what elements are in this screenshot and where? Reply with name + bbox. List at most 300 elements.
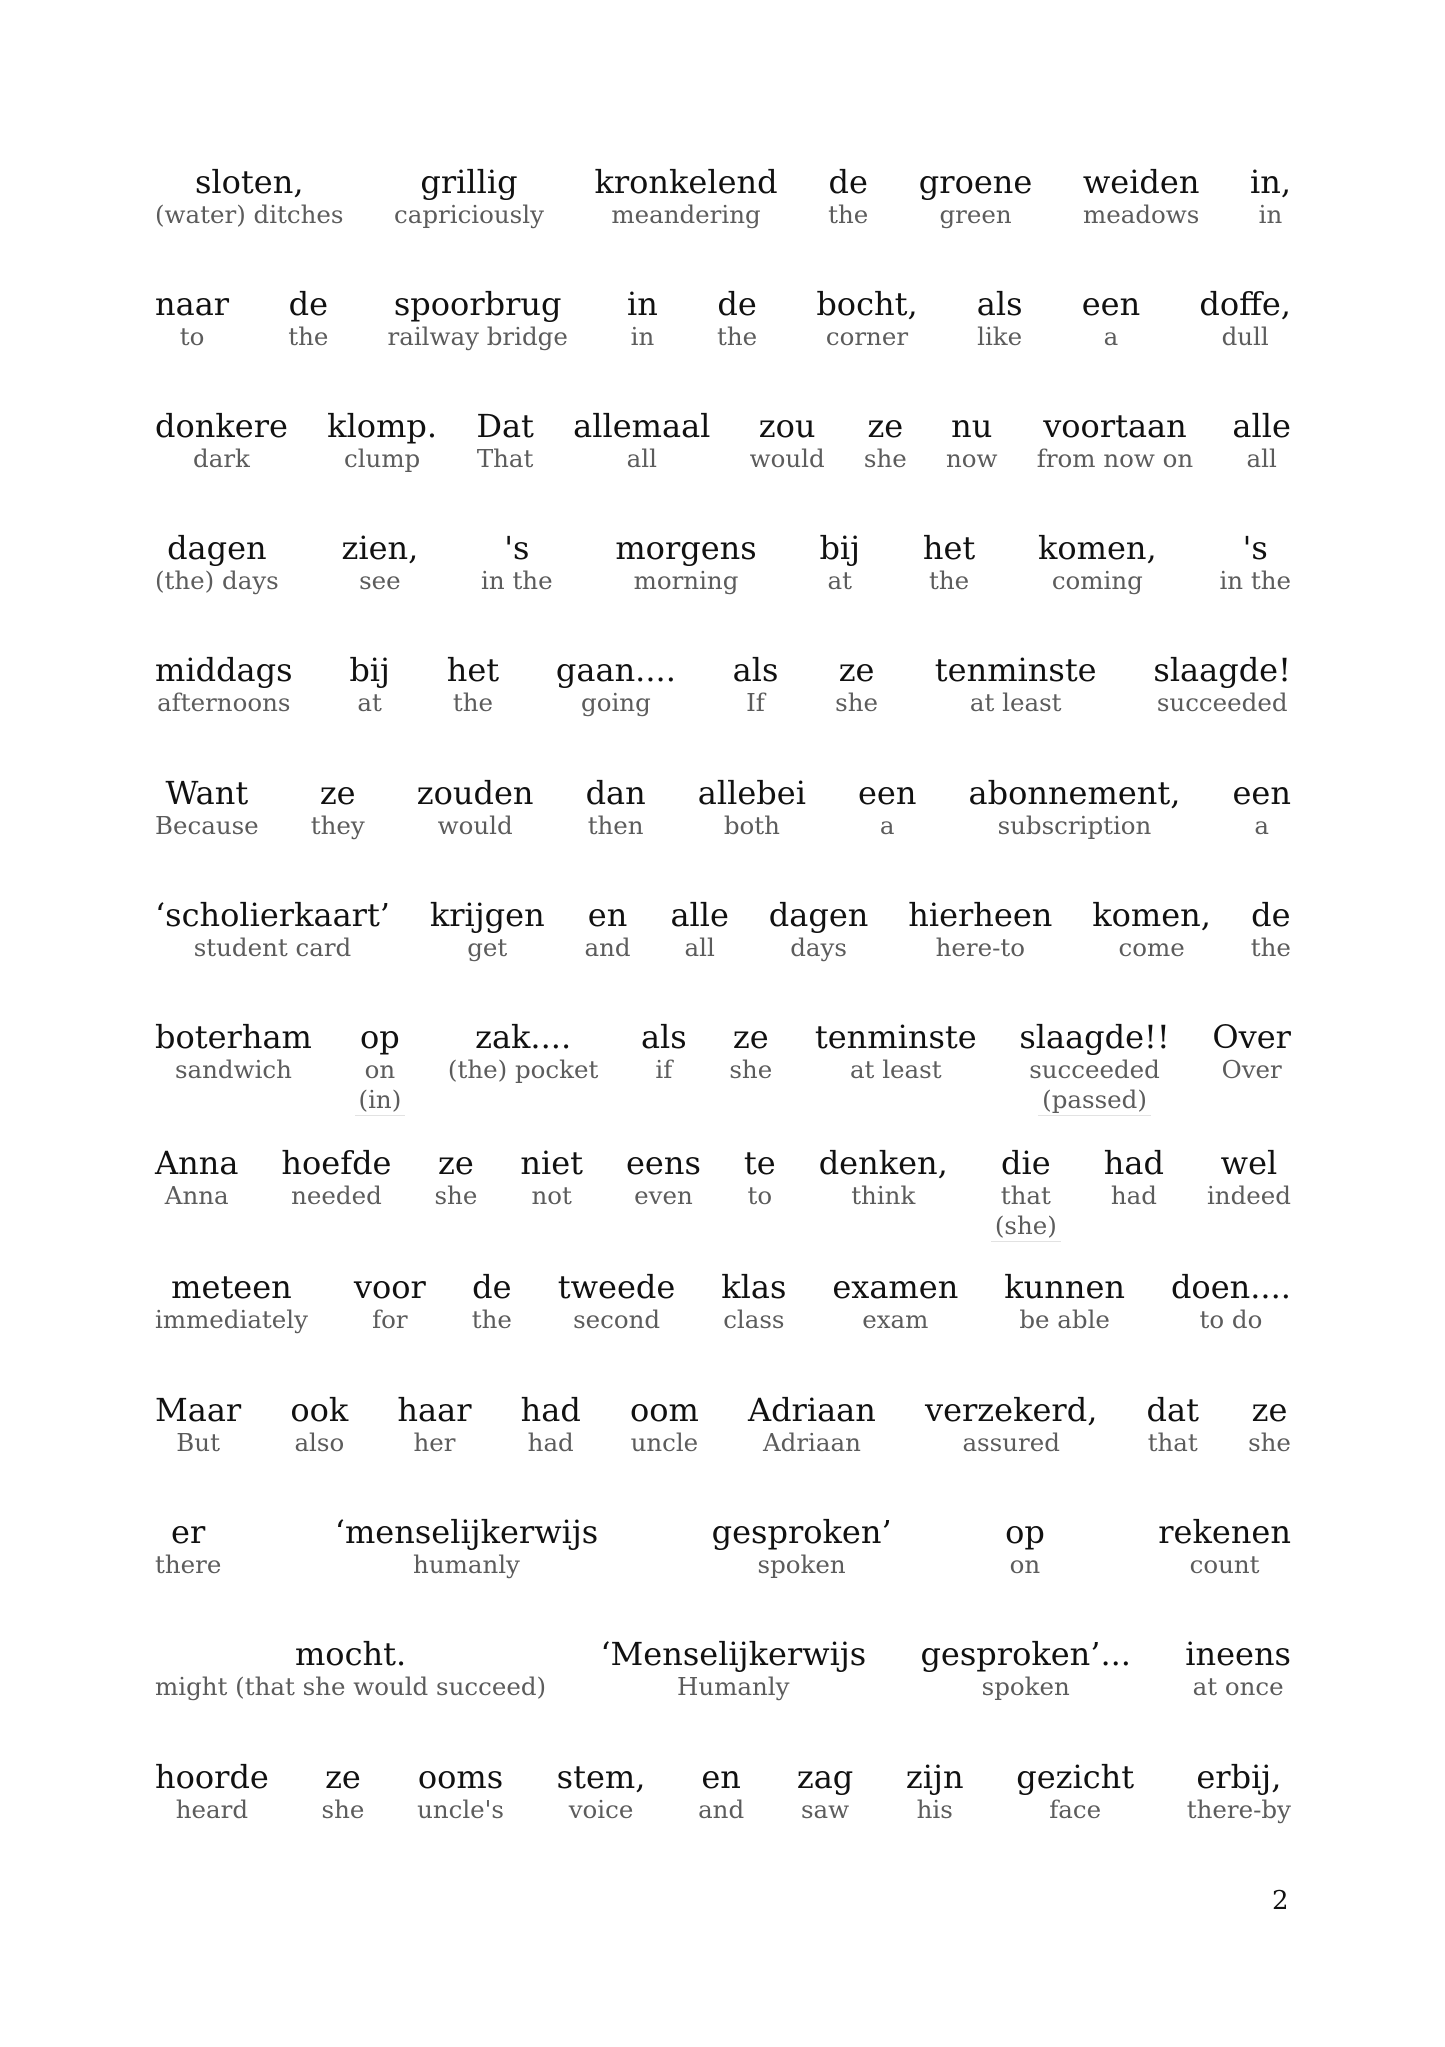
interlinear-line — [155, 164, 1291, 230]
english-gloss: (water) ditches — [155, 200, 344, 229]
word-pair — [155, 286, 229, 352]
english-gloss: the — [471, 1305, 512, 1334]
word-pair — [828, 164, 868, 230]
word-pair — [858, 775, 916, 841]
dutch-word: krijgen — [429, 896, 545, 934]
word-pair — [615, 530, 756, 596]
word-pair — [448, 1019, 598, 1085]
english-gloss: the — [1250, 933, 1291, 962]
word-pair — [908, 897, 1052, 963]
word-pair — [920, 1636, 1131, 1702]
word-pair — [1092, 897, 1211, 963]
dutch-word: dagen — [167, 529, 267, 567]
english-gloss: in the — [1219, 566, 1291, 595]
word-pair — [288, 286, 328, 352]
english-gloss: a — [879, 811, 895, 840]
english-gloss: student card — [193, 933, 352, 962]
word-pair — [626, 1145, 701, 1211]
english-gloss: there-by — [1186, 1795, 1291, 1824]
dutch-word: meteen — [171, 1268, 292, 1306]
english-gloss: had — [527, 1428, 574, 1457]
dutch-word: de — [828, 163, 868, 201]
english-gloss: Humanly — [677, 1672, 790, 1701]
english-gloss: be able — [1019, 1305, 1110, 1334]
dutch-word: en — [701, 1758, 741, 1796]
english-gloss: coming — [1051, 566, 1143, 595]
dutch-word: voortaan — [1043, 407, 1187, 445]
word-pair — [819, 1145, 948, 1211]
dutch-word: denken, — [818, 1144, 948, 1182]
dutch-word: een — [857, 774, 917, 812]
word-pair — [969, 775, 1181, 841]
word-pair — [1232, 775, 1290, 841]
english-gloss: she — [321, 1795, 365, 1824]
english-gloss: his — [916, 1795, 953, 1824]
dutch-word: tenminste — [934, 651, 1097, 689]
word-pair — [1037, 408, 1193, 474]
dutch-word: zien, — [341, 529, 419, 567]
word-pair — [521, 1392, 581, 1458]
word-pair — [349, 652, 390, 718]
english-gloss: might (that she would succeed) — [155, 1672, 547, 1701]
word-pair — [1153, 652, 1291, 718]
english-gloss-secondary: (passed) — [1038, 1085, 1151, 1116]
english-gloss: see — [359, 566, 401, 595]
interlinear-line — [155, 775, 1291, 841]
word-pair — [1219, 530, 1291, 596]
dutch-word: oom — [629, 1391, 699, 1429]
dutch-word: de — [1251, 896, 1291, 934]
word-pair — [1187, 1759, 1291, 1825]
dutch-word: middags — [155, 651, 293, 689]
dutch-word: dat — [1146, 1391, 1199, 1429]
word-pair — [322, 1759, 365, 1825]
english-gloss: she — [729, 1055, 773, 1084]
word-pair — [434, 1145, 477, 1211]
dutch-word: Maar — [155, 1391, 242, 1429]
english-gloss: even — [634, 1181, 693, 1210]
word-pair — [476, 408, 534, 474]
english-gloss: they — [310, 811, 365, 840]
english-gloss: if — [655, 1055, 673, 1084]
dutch-word: op — [1005, 1513, 1045, 1551]
word-pair — [630, 1392, 699, 1458]
english-gloss: get — [467, 933, 508, 962]
dutch-word: 's — [1242, 529, 1268, 567]
dutch-word: ineens — [1185, 1635, 1291, 1673]
dutch-word: ze — [1251, 1391, 1288, 1429]
word-pair — [520, 1145, 583, 1211]
english-gloss: to — [179, 322, 205, 351]
word-pair — [397, 1392, 471, 1458]
dutch-word: ze — [438, 1144, 474, 1182]
dutch-word: op — [360, 1018, 400, 1056]
word-pair — [1005, 1514, 1045, 1580]
english-gloss: on — [364, 1055, 396, 1084]
word-pair — [797, 1759, 853, 1825]
word-pair — [864, 408, 907, 474]
english-gloss: at — [827, 566, 852, 595]
english-gloss: green — [939, 200, 1012, 229]
dutch-word: mocht. — [294, 1635, 407, 1673]
word-pair — [155, 1514, 221, 1580]
word-pair — [946, 408, 998, 474]
word-pair — [698, 775, 806, 841]
word-pair — [281, 1145, 391, 1211]
page-number: 2 — [1272, 1886, 1289, 1916]
word-pair — [923, 530, 975, 596]
english-gloss: all — [626, 444, 657, 473]
word-pair — [832, 1269, 958, 1335]
dutch-word: ze — [319, 774, 356, 812]
english-gloss: at least — [849, 1055, 942, 1084]
dutch-word: kronkelend — [594, 163, 778, 201]
dutch-word: slaagde! — [1153, 651, 1291, 689]
word-pair — [1082, 286, 1140, 352]
dutch-word: het — [446, 651, 500, 689]
english-gloss: at once — [1192, 1672, 1284, 1701]
dutch-word: Dat — [476, 407, 534, 445]
dutch-word: eens — [625, 1144, 701, 1182]
dutch-word: had — [1103, 1144, 1164, 1182]
english-gloss: she — [863, 444, 907, 473]
dutch-word: bij — [349, 651, 390, 689]
word-pair — [155, 1759, 269, 1825]
word-pair — [641, 1019, 687, 1085]
english-gloss: morning — [633, 566, 739, 595]
dutch-word: gaan.... — [555, 651, 676, 689]
dutch-word: examen — [832, 1268, 959, 1306]
word-pair — [1232, 408, 1290, 474]
dutch-word: Want — [165, 774, 249, 812]
english-gloss: and — [698, 1795, 745, 1824]
word-pair — [1004, 1269, 1125, 1335]
english-gloss: the — [288, 322, 329, 351]
word-pair — [769, 897, 869, 963]
dutch-word: Over — [1212, 1018, 1291, 1056]
english-gloss: a — [1254, 811, 1269, 840]
dutch-word: de — [717, 285, 757, 323]
english-gloss: uncle — [630, 1428, 699, 1457]
word-pair — [557, 1759, 646, 1825]
dutch-word: komen, — [1037, 529, 1157, 567]
english-gloss: on — [1009, 1550, 1041, 1579]
english-gloss: (the) pocket — [447, 1055, 599, 1084]
dutch-word: morgens — [615, 529, 757, 567]
dutch-word: gesproken’... — [920, 1635, 1131, 1673]
interlinear-line — [155, 530, 1291, 596]
dutch-word: ze — [867, 407, 904, 445]
english-gloss: spoken — [981, 1672, 1070, 1701]
word-pair — [1016, 1759, 1134, 1825]
english-gloss: But — [176, 1428, 220, 1457]
interlinear-line — [155, 1019, 1291, 1116]
word-pair — [1038, 530, 1157, 596]
dutch-word: de — [472, 1268, 512, 1306]
interlinear-line — [155, 897, 1291, 963]
dutch-word: tenminste — [814, 1018, 977, 1056]
dutch-word: de — [288, 285, 328, 323]
english-gloss: succeeded — [1156, 688, 1288, 717]
dutch-word: dan — [585, 774, 646, 812]
english-gloss: afternoons — [157, 688, 291, 717]
word-pair — [1251, 897, 1291, 963]
word-pair — [481, 530, 553, 596]
word-pair — [819, 530, 860, 596]
english-gloss: heard — [175, 1795, 249, 1824]
dutch-word: het — [922, 529, 976, 567]
english-gloss: both — [723, 811, 780, 840]
word-pair — [585, 897, 631, 963]
english-gloss: come — [1118, 933, 1185, 962]
english-gloss: meandering — [611, 200, 761, 229]
interlinear-line — [155, 1759, 1291, 1825]
word-pair — [721, 1269, 786, 1335]
interlinear-line — [155, 1514, 1291, 1580]
word-pair — [155, 775, 259, 841]
word-pair — [919, 164, 1033, 230]
english-gloss: clump — [343, 444, 421, 473]
word-pair — [698, 1759, 744, 1825]
dutch-word: naar — [155, 285, 230, 323]
english-gloss: second — [573, 1305, 661, 1334]
english-gloss: there — [155, 1550, 222, 1579]
word-pair — [712, 1514, 892, 1580]
word-pair — [816, 286, 917, 352]
dutch-word: zou — [758, 407, 816, 445]
dutch-word: allebei — [697, 774, 806, 812]
english-gloss: Because — [155, 811, 259, 840]
word-pair — [394, 164, 544, 230]
dutch-word: in, — [1249, 163, 1291, 201]
dutch-word: ‘menselijkerwijs — [334, 1513, 599, 1551]
english-gloss: in the — [481, 566, 553, 595]
english-gloss: at — [357, 688, 382, 717]
word-pair — [155, 164, 343, 230]
dutch-word: stem, — [556, 1758, 646, 1796]
english-gloss: here-to — [935, 933, 1025, 962]
english-gloss: then — [587, 811, 644, 840]
word-pair — [290, 1392, 348, 1458]
english-gloss: saw — [800, 1795, 850, 1824]
dutch-word: en — [587, 896, 628, 934]
dutch-word: zag — [796, 1758, 854, 1796]
english-gloss: spoken — [757, 1550, 846, 1579]
word-pair — [835, 652, 878, 718]
word-pair — [155, 530, 279, 596]
english-gloss: not — [531, 1181, 572, 1210]
word-pair — [417, 775, 534, 841]
dutch-word: tweede — [557, 1268, 676, 1306]
english-gloss: voice — [568, 1795, 634, 1824]
english-gloss: all — [684, 933, 715, 962]
english-gloss: had — [1110, 1181, 1157, 1210]
word-pair — [750, 408, 825, 474]
english-gloss: all — [1246, 444, 1277, 473]
word-pair — [748, 1392, 876, 1458]
interlinear-line — [155, 1636, 1291, 1702]
dutch-word: ook — [290, 1391, 349, 1429]
word-pair — [472, 1269, 512, 1335]
word-pair — [556, 652, 676, 718]
english-gloss: class — [723, 1305, 785, 1334]
dutch-word: weiden — [1082, 163, 1200, 201]
english-gloss: railway bridge — [387, 322, 568, 351]
english-gloss: assured — [962, 1428, 1060, 1457]
word-pair — [1207, 1145, 1291, 1211]
interlinear-line — [155, 408, 1291, 474]
word-pair — [354, 1269, 426, 1335]
word-pair — [155, 1392, 241, 1458]
dutch-word: ‘Menselijkerwijs — [600, 1635, 867, 1673]
dutch-word: verzekerd, — [924, 1391, 1098, 1429]
english-gloss: the — [828, 200, 869, 229]
word-pair — [717, 286, 757, 352]
dutch-word: nu — [951, 407, 993, 445]
word-pair — [1248, 1392, 1291, 1458]
dutch-word: dagen — [768, 896, 869, 934]
word-pair — [417, 1759, 504, 1825]
word-pair — [935, 652, 1097, 718]
word-pair — [155, 1636, 546, 1702]
english-gloss: a — [1103, 322, 1119, 351]
word-pair — [815, 1019, 977, 1085]
english-gloss: That — [476, 444, 534, 473]
dutch-word: die — [1000, 1144, 1051, 1182]
english-gloss: think — [851, 1181, 916, 1210]
dutch-word: doen.... — [1170, 1268, 1291, 1306]
dutch-word: als — [732, 651, 779, 689]
dutch-word: zak.... — [475, 1018, 572, 1056]
dutch-word: Anna — [155, 1144, 239, 1182]
dutch-word: ze — [732, 1018, 769, 1056]
dutch-word: groene — [918, 163, 1033, 201]
english-gloss: would — [437, 811, 513, 840]
word-pair — [733, 652, 779, 718]
dutch-word: sloten, — [194, 163, 304, 201]
dutch-word: wel — [1220, 1144, 1278, 1182]
dutch-word: niet — [520, 1144, 583, 1182]
dutch-word: gesproken’ — [711, 1513, 892, 1551]
word-pair — [925, 1392, 1097, 1458]
word-pair — [1104, 1145, 1164, 1211]
english-gloss: needed — [291, 1181, 382, 1210]
english-gloss: dark — [193, 444, 250, 473]
word-pair — [1185, 1636, 1291, 1702]
word-pair — [327, 408, 437, 474]
dutch-word: er — [171, 1513, 206, 1551]
english-gloss-secondary: (she) — [991, 1211, 1061, 1242]
english-gloss: her — [413, 1428, 456, 1457]
dutch-word: komen, — [1092, 896, 1211, 934]
word-pair — [558, 1269, 676, 1335]
english-gloss: the — [452, 688, 493, 717]
word-pair — [447, 652, 499, 718]
interlinear-line — [155, 286, 1291, 352]
word-pair — [906, 1759, 964, 1825]
dutch-word: erbij, — [1196, 1758, 1282, 1796]
english-gloss: immediately — [155, 1305, 308, 1334]
dutch-word: een — [1232, 774, 1291, 812]
word-pair — [155, 897, 390, 963]
word-pair — [991, 1145, 1061, 1242]
dutch-word: hoorde — [155, 1758, 269, 1796]
dutch-word: ze — [838, 651, 875, 689]
dutch-word: ‘scholierkaart’ — [155, 896, 390, 934]
dutch-word: ooms — [417, 1758, 504, 1796]
interlinear-line — [155, 1145, 1291, 1242]
english-gloss: corner — [825, 322, 909, 351]
english-gloss: If — [746, 688, 765, 717]
english-gloss: now — [946, 444, 998, 473]
english-gloss: exam — [862, 1305, 929, 1334]
interlinear-line — [155, 1269, 1291, 1335]
english-gloss: for — [372, 1305, 408, 1334]
english-gloss-secondary: (in) — [355, 1085, 406, 1116]
word-pair — [430, 897, 545, 963]
dutch-word: bocht, — [816, 285, 918, 323]
word-pair — [155, 1145, 238, 1211]
word-pair — [155, 652, 293, 718]
english-gloss: Anna — [164, 1181, 229, 1210]
english-gloss: that — [1147, 1428, 1198, 1457]
word-pair — [1171, 1269, 1291, 1335]
dutch-word: boterham — [155, 1018, 312, 1056]
word-pair — [1019, 1019, 1169, 1116]
word-pair — [155, 1269, 308, 1335]
interlinear-line — [155, 652, 1291, 718]
english-gloss: the — [928, 566, 970, 595]
word-pair — [355, 1019, 406, 1116]
dutch-word: alle — [1232, 407, 1291, 445]
english-gloss: count — [1189, 1550, 1260, 1579]
english-gloss: in — [630, 322, 655, 351]
word-pair — [586, 775, 646, 841]
dutch-word: ze — [325, 1758, 361, 1796]
dutch-word: klas — [721, 1268, 787, 1306]
english-gloss: humanly — [413, 1550, 520, 1579]
word-pair — [1147, 1392, 1199, 1458]
english-gloss: Over — [1221, 1055, 1282, 1084]
english-gloss: that — [1000, 1181, 1051, 1210]
dutch-word: slaagde!! — [1019, 1018, 1170, 1056]
dutch-word: bij — [819, 529, 861, 567]
dutch-word: klomp. — [327, 407, 438, 445]
dutch-word: gezicht — [1016, 1758, 1135, 1796]
word-pair — [388, 286, 568, 352]
dutch-word: 's — [504, 529, 530, 567]
dutch-word: abonnement, — [968, 774, 1181, 812]
word-pair — [155, 408, 288, 474]
dutch-word: doffe, — [1199, 285, 1291, 323]
english-gloss: indeed — [1206, 1181, 1291, 1210]
dutch-word: zijn — [905, 1758, 964, 1796]
dutch-word: als — [640, 1018, 687, 1056]
dutch-word: had — [520, 1391, 581, 1429]
english-gloss: sandwich — [174, 1055, 292, 1084]
word-pair — [1199, 286, 1291, 352]
word-pair — [744, 1145, 776, 1211]
english-gloss: succeeded — [1029, 1055, 1160, 1084]
word-pair — [594, 164, 777, 230]
english-gloss: (the) days — [155, 566, 279, 595]
word-pair — [573, 408, 710, 474]
english-gloss: going — [581, 688, 651, 717]
english-gloss: days — [790, 933, 847, 962]
word-pair — [600, 1636, 866, 1702]
english-gloss: face — [1049, 1795, 1102, 1824]
english-gloss: she — [1248, 1428, 1291, 1457]
